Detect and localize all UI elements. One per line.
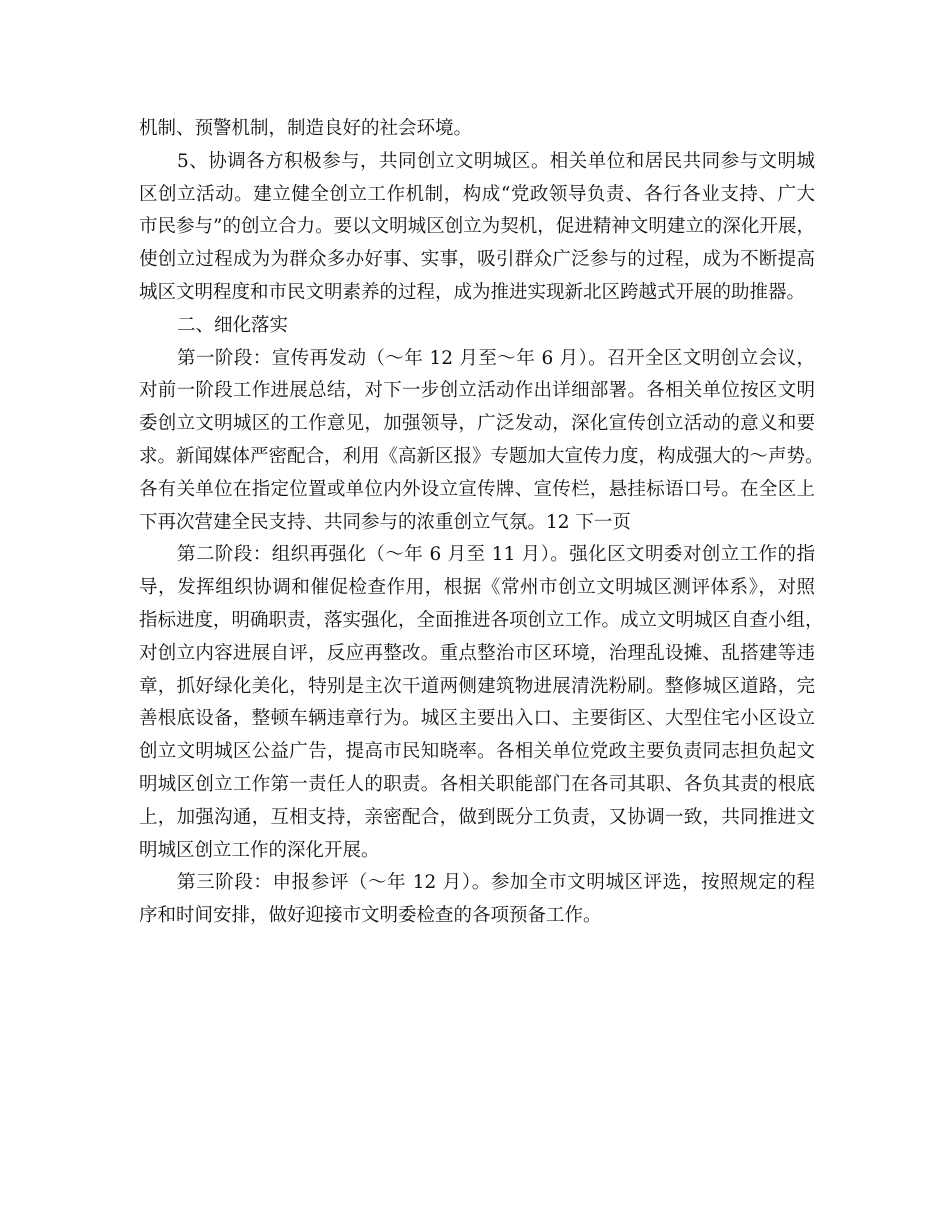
text-line: 章，抓好绿化美化，特别是主次干道两侧建筑物进展清洗粉刷。整修城区道路，完: [139, 675, 815, 697]
text-line: 对创立内容进展自评，反应再整改。重点整治市区环境，治理乱设摊、乱搭建等违: [139, 642, 815, 664]
text-line: 创立文明城区公益广告，提高市民知晓率。各相关单位党政主要负责同志担负起文: [139, 741, 815, 763]
text-line: 各有关单位在指定位置或单位内外设立宣传牌、宣传栏，悬挂标语口号。在全区上: [139, 478, 815, 500]
text-line: 委创立文明城区的工作意见，加强领导，广泛发动，深化宣传创立活动的意义和要: [139, 413, 815, 435]
text-line: 下再次营建全民支持、共同参与的浓重创立气氛。12 下一页: [139, 511, 631, 533]
text-line: 5、协调各方积极参与，共同创立文明城区。相关单位和居民共同参与文明城: [177, 150, 815, 172]
text-line: 城区文明程度和市民文明素养的过程，成为推进实现新北区跨越式开展的助推器。: [139, 281, 806, 303]
text-line: 第三阶段：申报参评（～年 12 月）。参加全市文明城区评选，按照规定的程: [177, 872, 815, 894]
text-line: 导，发挥组织协调和催促检查作用，根据《常州市创立文明城区测评体系》，对照: [139, 577, 815, 599]
text-line: 求。新闻媒体严密配合，利用《高新区报》专题加大宣传力度，构成强大的～声势。: [139, 445, 824, 467]
text-line: 区创立活动。建立健全创立工作机制，构成“党政领导负责、各行各业支持、广大: [139, 183, 815, 205]
text-line: 对前一阶段工作进展总结，对下一步创立活动作出详细部署。各相关单位按区文明: [139, 380, 815, 402]
body-text: [139, 113, 824, 933]
text-line: 二、细化落实: [177, 314, 289, 336]
text-line: 第二阶段：组织再强化（～年 6 月至 11 月）。强化区文明委对创立工作的指: [177, 544, 815, 566]
text-line: 明城区创立工作第一责任人的职责。各相关职能部门在各司其职、各负其责的根底: [139, 773, 815, 795]
text-line: 上，加强沟通，互相支持，亲密配合，做到既分工负责，又协调一致，共同推进文: [139, 806, 815, 828]
text-line: 明城区创立工作的深化开展。: [139, 839, 380, 861]
text-line: 善根底设备，整顿车辆违章行为。城区主要出入口、主要街区、大型住宅小区设立: [139, 708, 815, 730]
text-line: 使创立过程成为为群众多办好事、实事，吸引群众广泛参与的过程，成为不断提高: [139, 249, 815, 271]
text-line: 序和时间安排，做好迎接市文明委检查的各项预备工作。: [139, 905, 602, 927]
text-line: 指标进度，明确职责，落实强化，全面推进各项创立工作。成立文明城区自查小组，: [139, 609, 824, 631]
text-line: 机制、预警机制，制造良好的社会环境。: [139, 118, 473, 139]
text-line: 市民参与”的创立合力。要以文明城区创立为契机，促进精神文明建立的深化开展，: [139, 216, 815, 238]
text-line: 第一阶段：宣传再发动（～年 12 月至～年 6 月）。召开全区文明创立会议，: [177, 347, 815, 369]
